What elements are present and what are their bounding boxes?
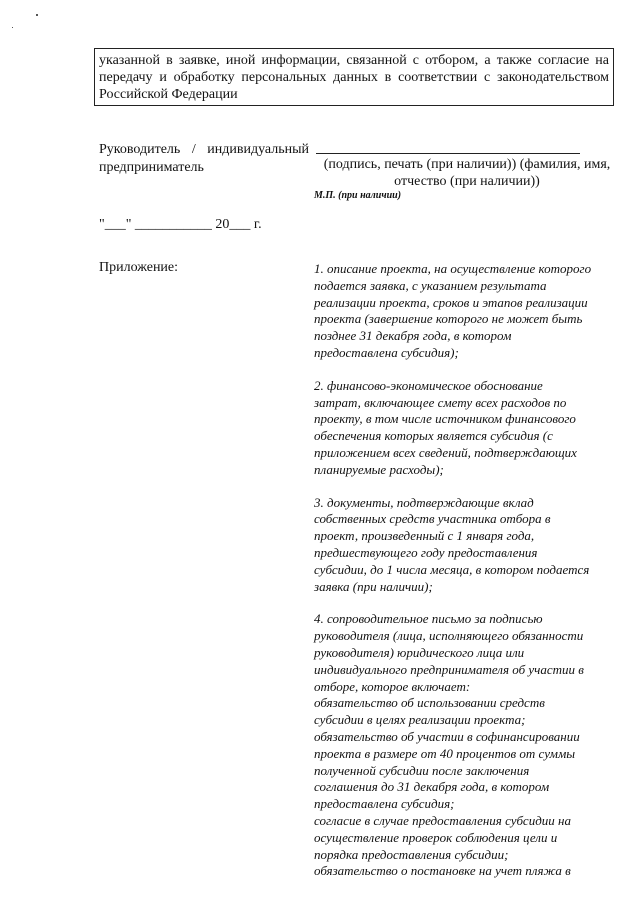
appendix-label: Приложение: xyxy=(99,260,179,275)
appendix-item-line: 1. описание проекта, на осуществление которого xyxy=(314,261,592,276)
appendix-item-line: проекта (завершение которого не может быть xyxy=(314,311,583,327)
appendix-item-line: обеспечения которых является субсидия (с xyxy=(314,428,553,444)
signature-caption-line2: отчество (при наличии)) xyxy=(394,174,540,189)
appendix-item-line: обязательство об участии в софинансировании xyxy=(314,728,580,744)
appendix-item-line: индивидуального предпринимателя об участии в xyxy=(314,661,584,677)
appendix-item-line: руководителя (лица, исполняющего обязанности xyxy=(314,628,584,644)
appendix-item-line: 4. сопроводительное письмо за подписью xyxy=(314,611,543,627)
appendix-item-line: подается заявка, с указанием результата xyxy=(314,277,547,293)
appendix-item-line: осуществление проверок соблюдения цели и xyxy=(314,829,558,845)
appendix-item-line: предшествующего году предоставления xyxy=(314,544,538,560)
appendix-item-line: позднее 31 декабря года, в котором xyxy=(314,328,512,344)
appendix-item-line: проекта в размере от 40 процентов от суммы xyxy=(314,745,576,761)
appendix-item-line: порядка предоставления субсидии; xyxy=(314,846,509,862)
appendix-item-line: обязательство о постановке на учет пляжа в xyxy=(314,863,571,879)
appendix-item-line: предоставлена субсидия; xyxy=(314,796,455,812)
boxed-line: передачу и обработку персональных данных в соответствии с законодательством xyxy=(99,70,609,85)
appendix-item xyxy=(314,611,619,880)
appendix-item-line: руководителя) юридического лица или xyxy=(314,644,525,660)
appendix-item-line: предоставлена субсидия); xyxy=(314,344,459,360)
appendix-item xyxy=(314,261,619,362)
scan-speck xyxy=(36,14,38,16)
appendix-item-line: обязательство об использовании средств xyxy=(314,695,545,711)
date-line: "___" ___________ 20___ г. xyxy=(99,217,262,232)
appendix-item-line: планируемые расходы); xyxy=(314,461,444,477)
appendix-item-line: отборе, которое включает: xyxy=(314,678,471,694)
appendix-item xyxy=(314,378,619,479)
signature-caption xyxy=(318,156,616,190)
appendix-item-line: согласие в случае предоставления субсидии на xyxy=(314,812,571,828)
scan-speck xyxy=(12,27,13,28)
boxed-paragraph xyxy=(94,48,614,106)
signatory-title-line1: Руководитель / индивидуальный xyxy=(99,142,309,157)
boxed-line: Российской Федерации xyxy=(99,87,238,102)
appendix-list xyxy=(314,261,619,896)
appendix-item-line: проекту, в том числе источником финансового xyxy=(314,411,576,427)
boxed-line: указанной в заявке, иной информации, связанной с отбором, а также согласие на xyxy=(99,53,609,68)
appendix-item-line: приложением всех сведений, подтверждающих xyxy=(314,444,577,460)
stamp-note: М.П. (при наличии) xyxy=(314,190,402,201)
appendix-item-line: субсидии в целях реализации проекта; xyxy=(314,712,526,728)
appendix-item xyxy=(314,495,619,596)
appendix-item-line: полученной субсидии после заключения xyxy=(314,762,530,778)
appendix-item-line: субсидии, до 1 числа месяца, в котором подается xyxy=(314,561,590,577)
signatory-title xyxy=(99,141,309,177)
signature-line xyxy=(316,153,580,154)
appendix-item-line: заявка (при наличии); xyxy=(314,578,433,594)
appendix-item-line: 3. документы, подтверждающие вклад xyxy=(314,494,534,510)
appendix-item-line: проект, произведенный с 1 января года, xyxy=(314,528,535,544)
signature-caption-line1: (подпись, печать (при наличии)) (фамилия, имя, xyxy=(323,157,611,172)
appendix-item-line: реализации проекта, сроков и этапов реализации xyxy=(314,294,588,310)
appendix-item-line: 2. финансово-экономическое обоснование xyxy=(314,377,543,393)
signatory-title-line2: предприниматель xyxy=(99,160,204,175)
appendix-item-line: собственных средств участника отбора в xyxy=(314,511,551,527)
appendix-item-line: затрат, включающее смету всех расходов по xyxy=(314,394,567,410)
appendix-item-line: соглашения до 31 декабря года, в котором xyxy=(314,779,550,795)
